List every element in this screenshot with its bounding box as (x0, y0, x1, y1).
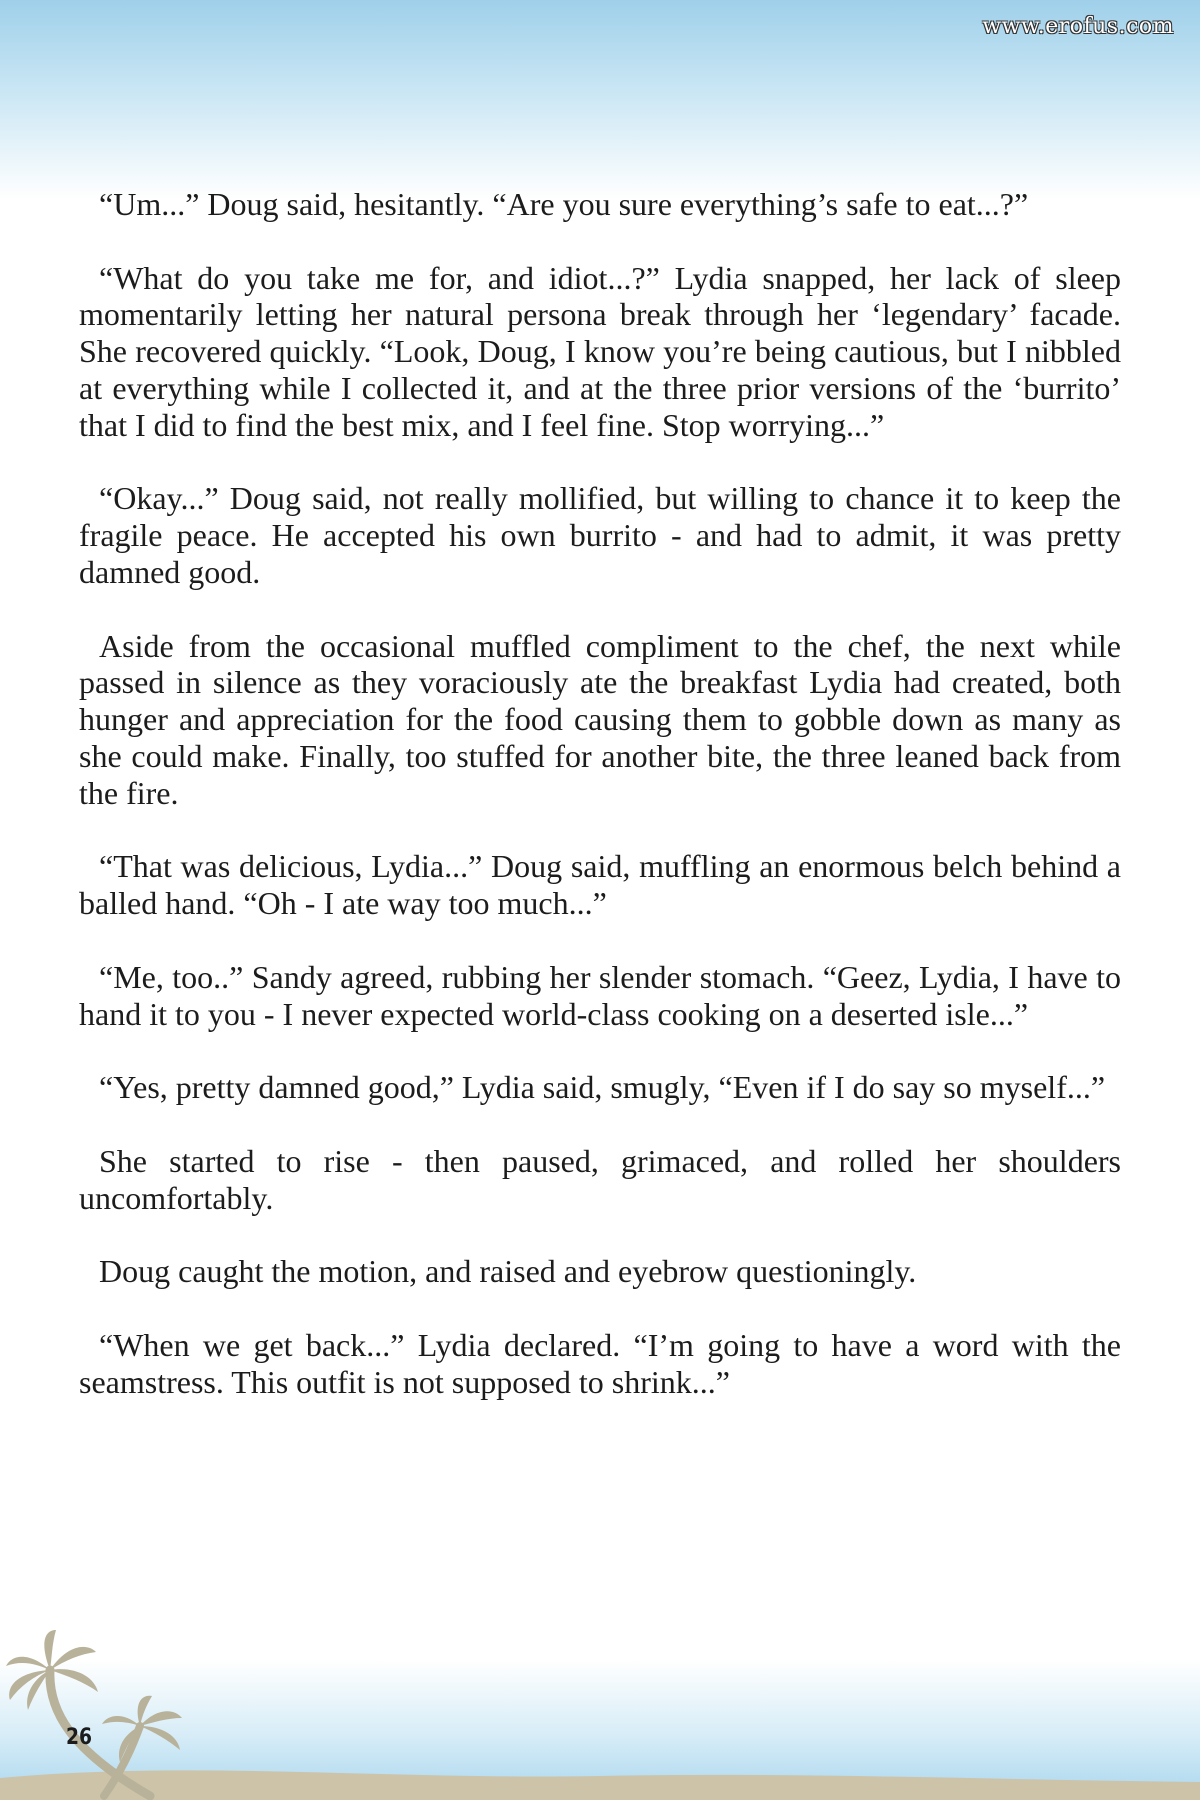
paragraph: “Yes, pretty damned good,” Lydia said, smugly, “Even if I do say so myself...” (99, 1069, 1106, 1106)
paragraph: She started to rise - then paused, grimaced, and rolled her shoulders uncomfortably. (79, 1142, 1121, 1216)
paragraph: Doug caught the motion, and raised and eyebrow questioningly. (99, 1253, 917, 1290)
watermark-text: www.erofus.com (982, 14, 1174, 39)
paragraph: Aside from the occasional muffled compliment to the chef, the next while passed in silence as they voraciously ate the breakfast Lydia had created, both hunger and appreciation for the food causing them to gobble down as many as she could make. Finally, too stuffed for another bite, the three leaned back from the fire. (79, 627, 1121, 811)
paragraph: “Me, too..” Sandy agreed, rubbing her slender stomach. “Geez, Lydia, I have to hand it to you - I never expected world-class cooking on a deserted isle...” (79, 958, 1121, 1032)
paragraph: “What do you take me for, and idiot...?” Lydia snapped, her lack of sleep momentarily letting her natural persona break through her ‘legendary’ facade. She recovered quickly. “Look, Doug, I know you’re being cautious, but I nibbled at everything while I collected it, and at the three prior versions of the ‘burrito’ that I did to find the best mix, and I feel fine. Stop worrying...” (79, 259, 1121, 443)
paragraph: “That was delicious, Lydia...” Doug said, muffling an enormous belch behind a balled hand. “Oh - I ate way too much...” (79, 848, 1121, 922)
paragraph: “Okay...” Doug said, not really mollified, but willing to chance it to keep the fragile peace. He accepted his own burrito - and had to admit, it was pretty damned good. (79, 480, 1121, 590)
sand-shore (0, 1770, 1200, 1800)
page-number: 26 (66, 1725, 93, 1750)
story-text (79, 186, 1121, 1400)
paragraph: “Um...” Doug said, hesitantly. “Are you sure everything’s safe to eat...?” (99, 186, 1029, 222)
paragraph: “When we get back...” Lydia declared. “I’m going to have a word with the seamstress. This outfit is not supposed to shrink...” (79, 1326, 1121, 1400)
beach-illustration (0, 1630, 1200, 1800)
